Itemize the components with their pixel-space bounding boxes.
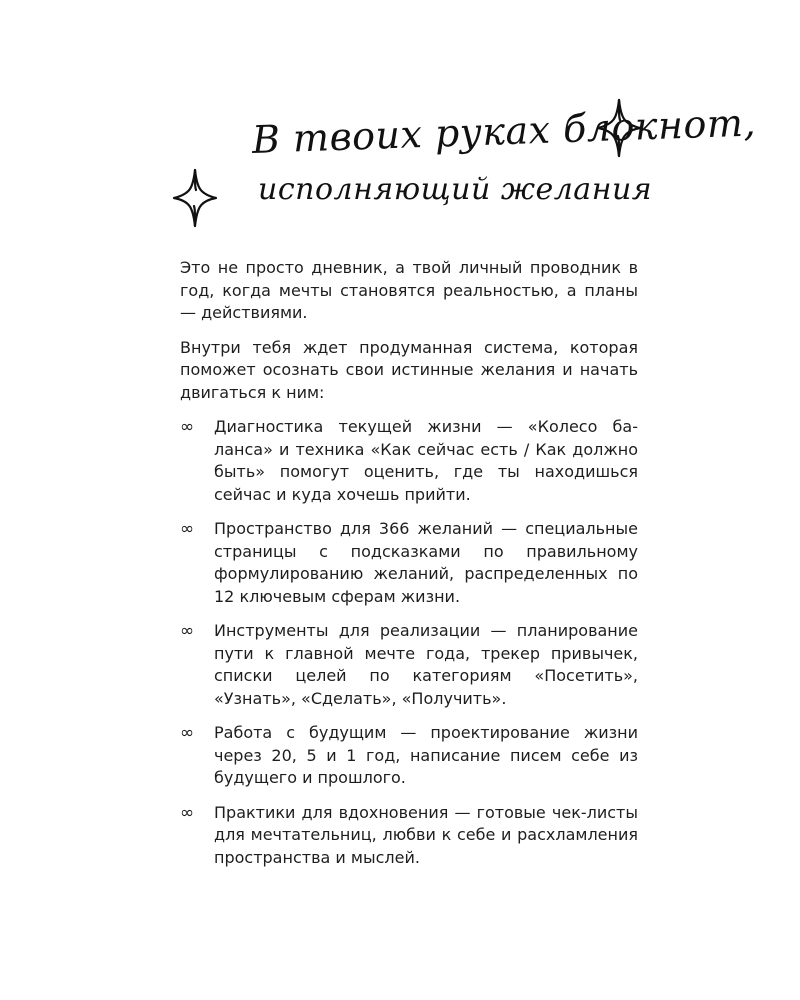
- list-item: [180, 518, 638, 608]
- infinity-icon: ∞: [180, 723, 195, 743]
- page-title-line-2: исполняющий желания: [258, 172, 653, 207]
- page-body: [180, 257, 638, 881]
- list-item: [180, 802, 638, 870]
- list-item: [180, 722, 638, 790]
- list-item-text: Инструменты для реализации — планирование пути к главной мечте года, трекер привычек, списки целей по категориям «Посетить», «Узнать», «Сделать», «Получить».: [214, 621, 638, 708]
- infinity-icon: ∞: [180, 802, 195, 823]
- infinity-icon: ∞: [180, 519, 195, 539]
- list-item-text: Работа с будущим — проектирование жизни через 20, 5 и 1 год, написание писем себе из будущего и прошлого.: [214, 723, 638, 787]
- sparkle-star-icon: [170, 166, 220, 230]
- list-item: [180, 620, 638, 710]
- infinity-icon: ∞: [180, 621, 195, 641]
- list-item-text: Диагностика текущей жизни — «Колесо баланса» и техника «Как сейчас есть / Как должно быть» помогут оценить, где ты находишься сейчас и куда хочешь прийти.: [214, 417, 638, 504]
- intro-paragraph: Это не просто дневник, а твой личный проводник в год, когда мечты становятся реальностью, а планы — действиями.: [180, 258, 638, 322]
- page-title-line-1: В твоих руках блокнот,: [251, 100, 757, 162]
- list-item-text: Практики для вдохновения — готовые чек-листы для мечтательниц, любви к себе и расхламления пространства и мыслей.: [214, 802, 638, 867]
- infinity-icon: ∞: [180, 417, 195, 437]
- intro-paragraph: Внутри тебя ждет продуманная система, которая поможет осознать свои истинные желания и начать двигаться к ним:: [180, 337, 638, 402]
- feature-list: [180, 416, 638, 869]
- list-item-text: Пространство для 366 желаний — специальные страницы с подсказками по правильному формулированию желаний, распределенных по 12 ключевым сферам жизни.: [214, 519, 638, 606]
- list-item: [180, 416, 638, 506]
